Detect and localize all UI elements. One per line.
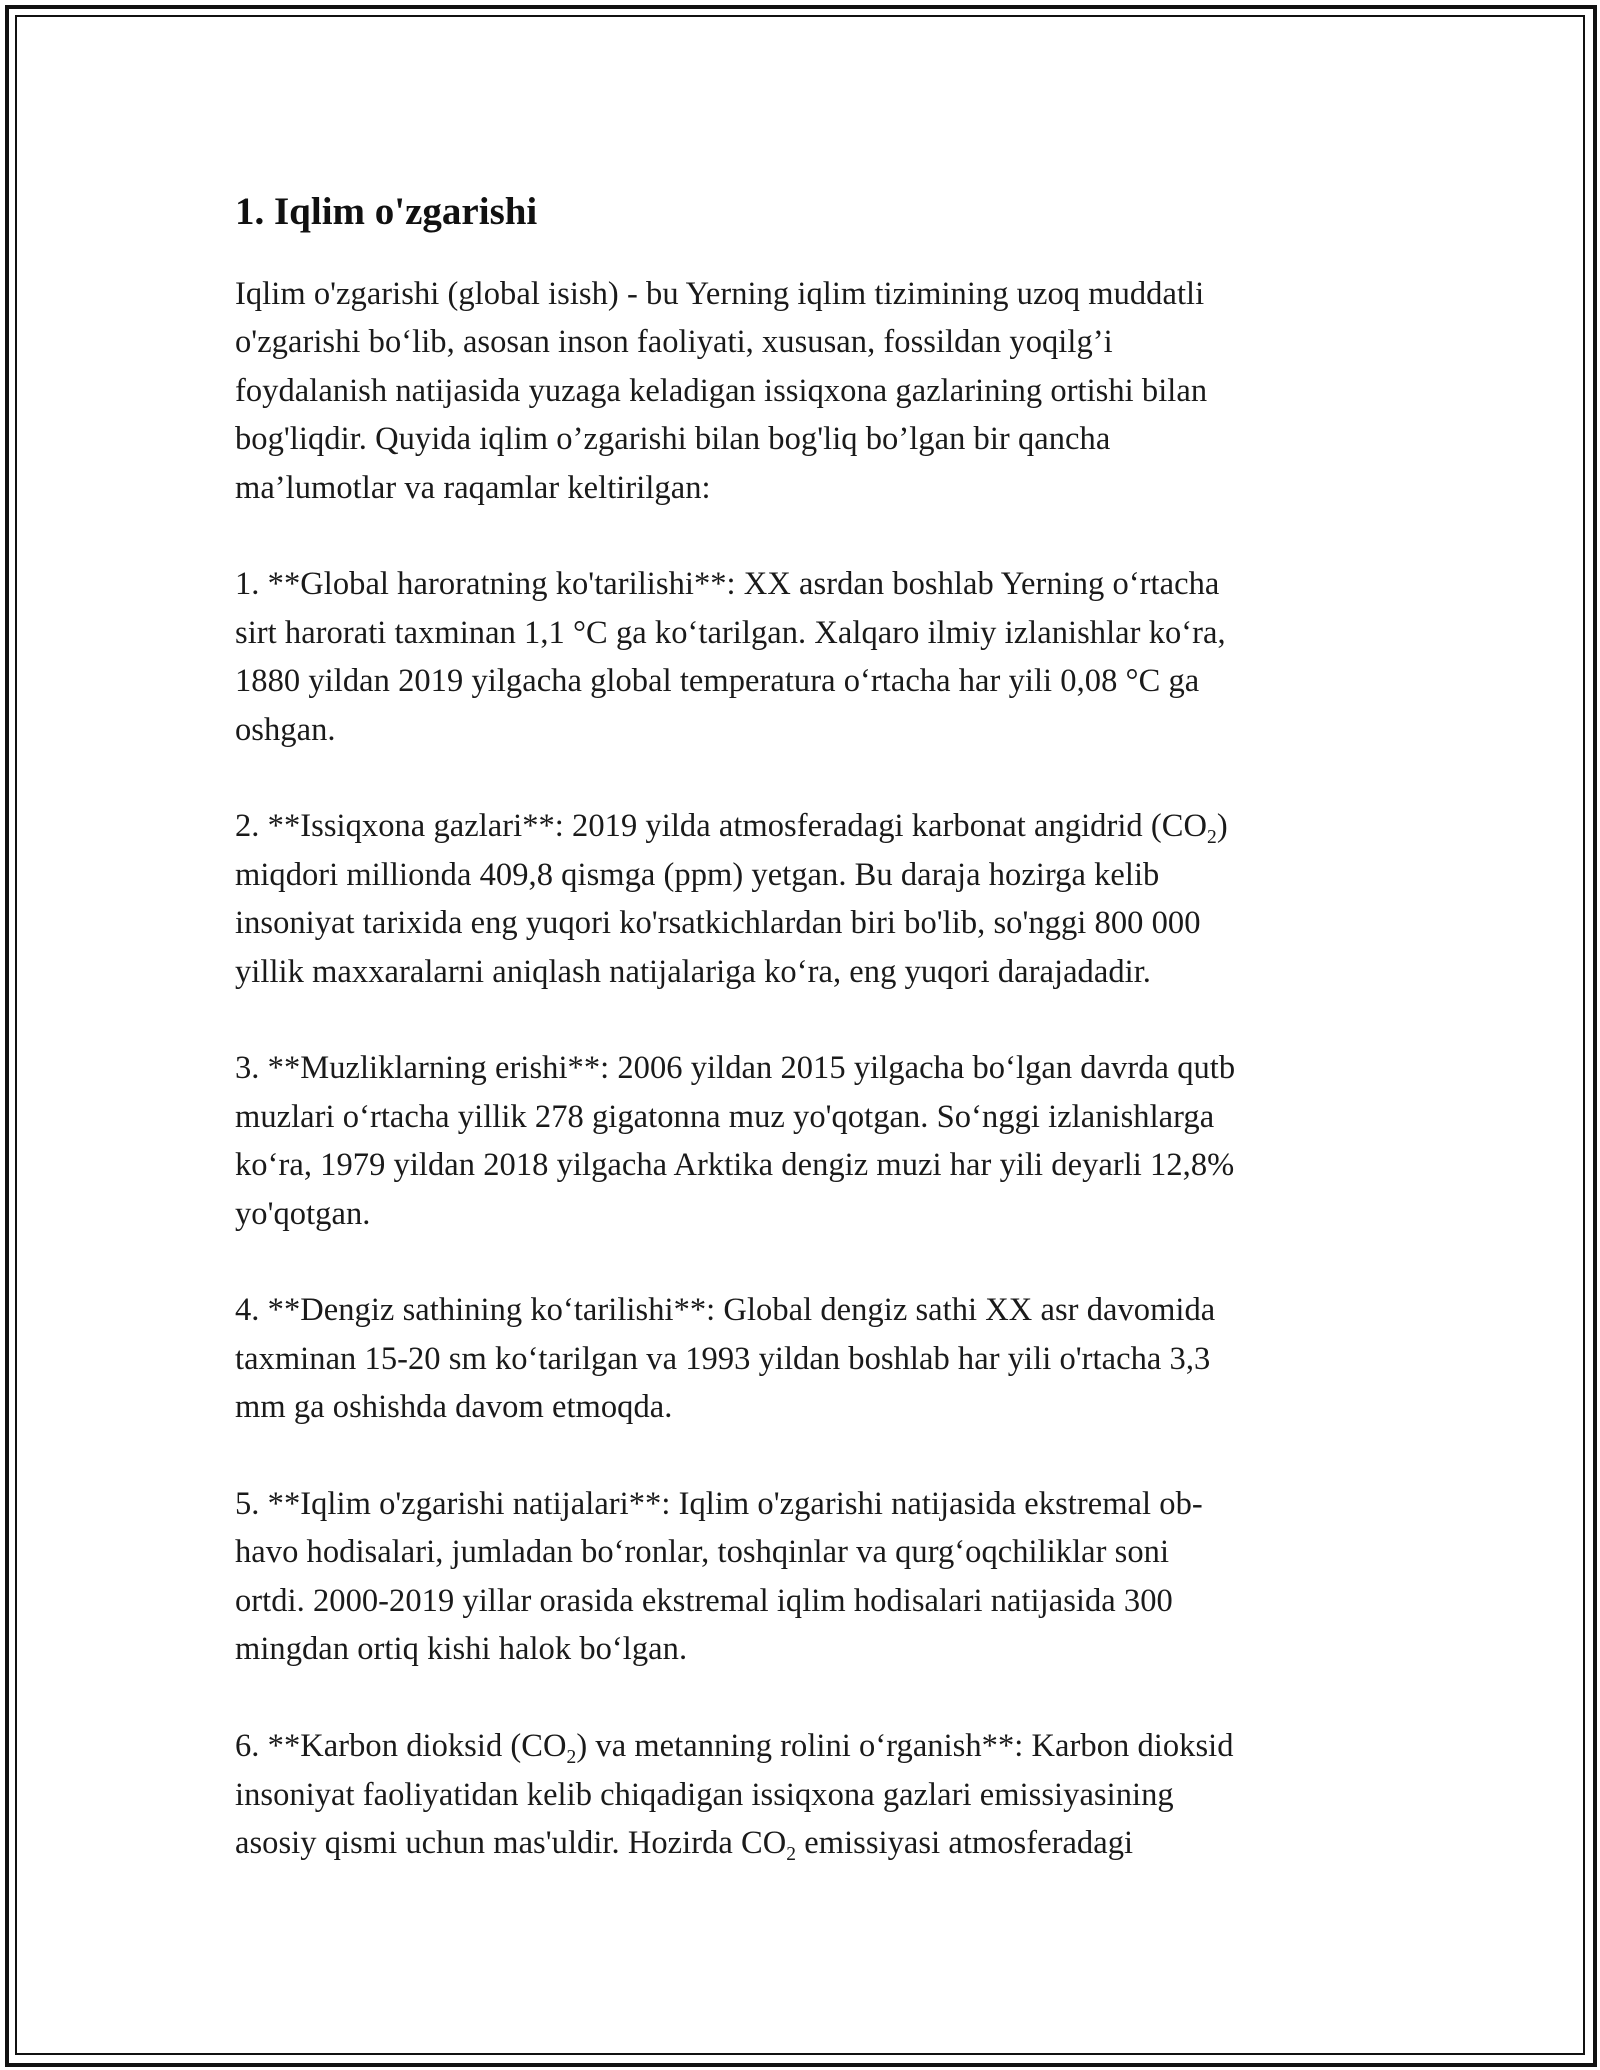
text-line: ortdi. 2000-2019 yillar orasida ekstremal iqlim hodisalari natijasida 300	[235, 1582, 1173, 1619]
text-line: foydalanish natijasida yuzaga keladigan issiqxona gazlarining ortishi bilan	[235, 372, 1208, 409]
list-item-climate-consequences	[235, 1480, 1365, 1674]
text-line: insoniyat tarixida eng yuqori ko'rsatkichlardan biri bo'lib, so'nggi 800 000	[235, 905, 1201, 942]
text-line: insoniyat faoliyatidan kelib chiqadigan issiqxona gazlari emissiyasining	[235, 1776, 1174, 1813]
text-line: taxminan 15-20 sm ko‘tarilgan va 1993 yildan boshlab har yili o'rtacha 3,3	[235, 1340, 1211, 1377]
text-line: ko‘ra, 1979 yildan 2018 yilgacha Arktika dengiz muzi har yili deyarli 12,8%	[235, 1147, 1235, 1184]
list-item-global-temperature	[235, 560, 1365, 754]
list-item-carbon-dioxide	[235, 1722, 1365, 1867]
text-line: mm ga oshishda davom etmoqda.	[235, 1389, 673, 1426]
list-item-greenhouse-gases	[235, 802, 1365, 996]
text-line: 5. **Iqlim o'zgarishi natijalari**: Iqlim o'zgarishi natijasida ekstremal ob-	[235, 1486, 1203, 1523]
text-line: sirt harorati taxminan 1,1 °C ga ko‘tarilgan. Xalqaro ilmiy izlanishlar ko‘ra,	[235, 614, 1226, 651]
text-segment: )	[1216, 808, 1228, 845]
text-line	[235, 1819, 1365, 1867]
list-item-sea-level	[235, 1286, 1365, 1431]
document-body	[235, 184, 1365, 1916]
text-line: 1. **Global haroratning ko'tarilishi**: XX asrdan boshlab Yerning o‘rtacha	[235, 566, 1220, 603]
text-line	[235, 1722, 1365, 1770]
text-line: bog'liqdir. Quyida iqlim o’zgarishi bilan bog'liq bo’lgan bir qancha	[235, 421, 1111, 458]
text-segment: 2. **Issiqxona gazlari**: 2019 yilda atmosferadagi karbonat angidrid (CO	[235, 808, 1208, 845]
text-line: yo'qotgan.	[235, 1195, 371, 1232]
text-line: 4. **Dengiz sathining ko‘tarilishi**: Global dengiz sathi XX asr davomida	[235, 1292, 1216, 1329]
text-line: muzlari o‘rtacha yillik 278 gigatonna muz yo'qotgan. So‘nggi izlanishlarga	[235, 1098, 1215, 1135]
text-line: havo hodisalari, jumladan bo‘ronlar, toshqinlar va qurg‘oqchiliklar soni	[235, 1534, 1170, 1571]
intro-paragraph	[235, 270, 1365, 512]
list-item-glacier-melting	[235, 1044, 1365, 1238]
text-segment: ) va metanning rolini o‘rganish**: Karbon dioksid	[576, 1728, 1234, 1765]
text-line: mingdan ortiq kishi halok bo‘lgan.	[235, 1631, 688, 1668]
text-segment: emissiyasi atmosferadagi	[796, 1824, 1134, 1861]
text-segment: 6. **Karbon dioksid (CO	[235, 1728, 567, 1765]
text-segment: asosiy qismi uchun mas'uldir. Hozirda CO	[235, 1824, 787, 1861]
text-line	[235, 802, 1365, 850]
text-line: miqdori millionda 409,8 qismga (ppm) yetgan. Bu daraja hozirga kelib	[235, 856, 1160, 893]
text-line: oshgan.	[235, 711, 336, 748]
text-line: 3. **Muzliklarning erishi**: 2006 yildan 2015 yilgacha bo‘lgan davrda qutb	[235, 1050, 1236, 1087]
subscript: 2	[1207, 827, 1217, 849]
text-line: o'zgarishi bo‘lib, asosan inson faoliyati, xususan, fossildan yoqilg’i	[235, 324, 1113, 361]
text-line: Iqlim o'zgarishi (global isish) - bu Yerning iqlim tizimining uzoq muddatli	[235, 276, 1205, 312]
subscript: 2	[786, 1843, 797, 1865]
text-line: yillik maxxaralarni aniqlash natijalariga ko‘ra, eng yuqori darajadadir.	[235, 953, 1151, 990]
subscript: 2	[566, 1746, 577, 1768]
text-line: ma’lumotlar va raqamlar keltirilgan:	[235, 469, 711, 506]
page-title: 1. Iqlim o'zgarishi	[235, 190, 538, 233]
text-line: 1880 yildan 2019 yilgacha global temperatura o‘rtacha har yili 0,08 °C ga	[235, 663, 1200, 700]
